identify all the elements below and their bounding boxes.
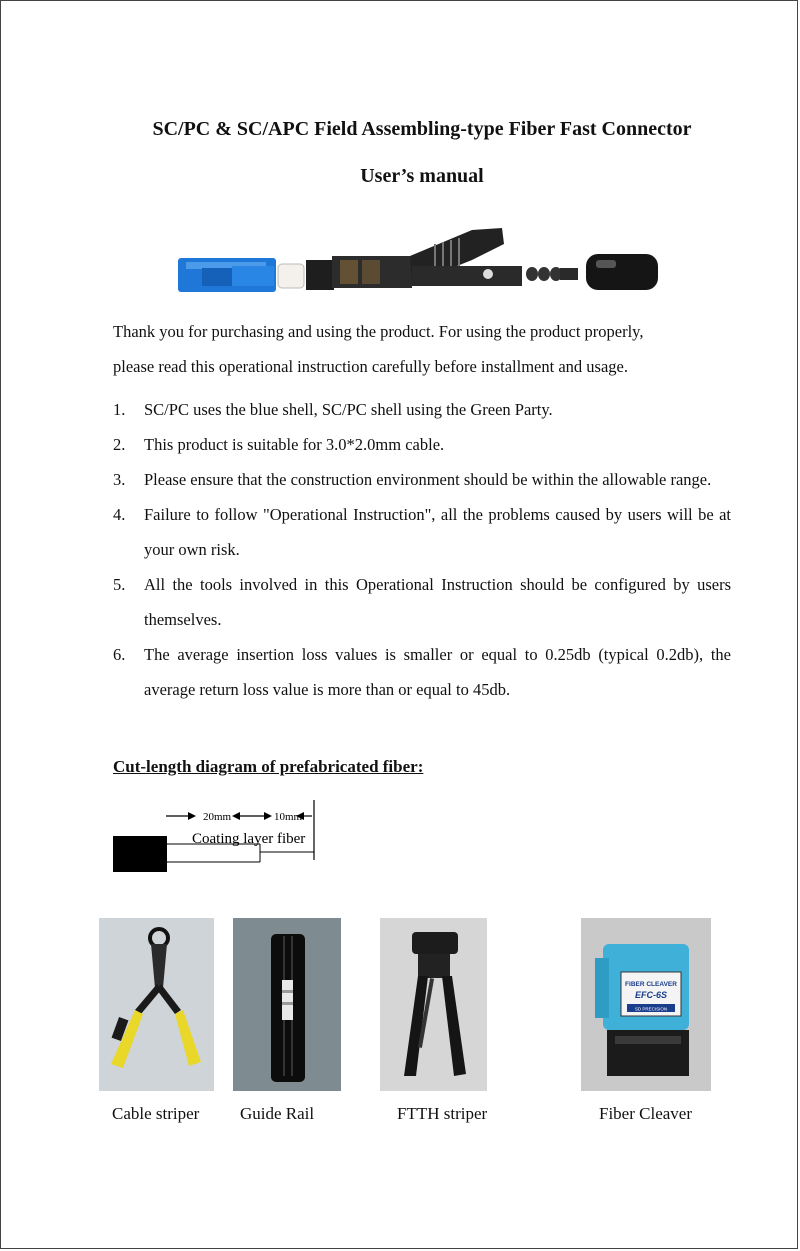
end-cap xyxy=(586,254,658,290)
section-heading: Cut-length diagram of prefabricated fiber: xyxy=(113,757,424,776)
dimension-20mm: 20mm xyxy=(203,811,232,823)
cleaver-label-line-2: EFC-6S xyxy=(634,990,668,1000)
caption-cable-striper: Cable striper xyxy=(112,1104,200,1123)
caption-ftth-striper: FTTH striper xyxy=(397,1104,488,1123)
coating-layer-label: Coating layer fiber xyxy=(192,831,306,847)
list-item: 1. SC/PC uses the blue shell, SC/PC shell using the Green Party. xyxy=(113,400,553,419)
instruction-list xyxy=(113,392,731,707)
ftth-striper-image xyxy=(380,918,487,1091)
connector-body xyxy=(306,228,522,290)
document-subtitle: User’s manual xyxy=(360,165,484,187)
fiber-cleaver-image xyxy=(581,918,711,1091)
list-item: 3. Please ensure that the construction environment should be within the allowable range. xyxy=(113,470,712,489)
cleaver-label-line-1: FIBER CLEAVER xyxy=(625,981,677,988)
guide-rail-image xyxy=(233,918,341,1091)
cut-length-diagram xyxy=(110,798,320,876)
connector-product-image xyxy=(172,222,664,294)
caption-fiber-cleaver: Fiber Cleaver xyxy=(599,1104,692,1123)
document-title: SC/PC & SC/APC Field Assembling-type Fiber Fast Connector xyxy=(152,118,692,140)
list-item: 5. All the tools involved in this Operational Instruction should be configured by users themselves. xyxy=(113,575,731,629)
cleaver-label-line-3: SD PRECISION xyxy=(634,1006,668,1012)
boot xyxy=(526,267,578,281)
cable-striper-image xyxy=(99,918,214,1091)
list-item: 2. This product is suitable for 3.0*2.0mm cable. xyxy=(113,435,445,454)
caption-guide-rail: Guide Rail xyxy=(240,1104,315,1123)
intro-line-1: Thank you for purchasing and using the product. For using the product properly, xyxy=(113,322,644,341)
list-item: 4. Failure to follow "Operational Instruction", all the problems caused by users will be at your own risk. xyxy=(113,505,731,559)
list-item: 6. The average insertion loss values is smaller or equal to 0.25db (typical 0.2db), the average return loss value is more than or equal to 45db. xyxy=(113,645,731,699)
dimension-10mm: 10mm xyxy=(274,811,303,823)
intro-line-2: please read this operational instruction carefully before installment and usage. xyxy=(113,357,628,376)
blue-sc-shell xyxy=(178,258,276,292)
